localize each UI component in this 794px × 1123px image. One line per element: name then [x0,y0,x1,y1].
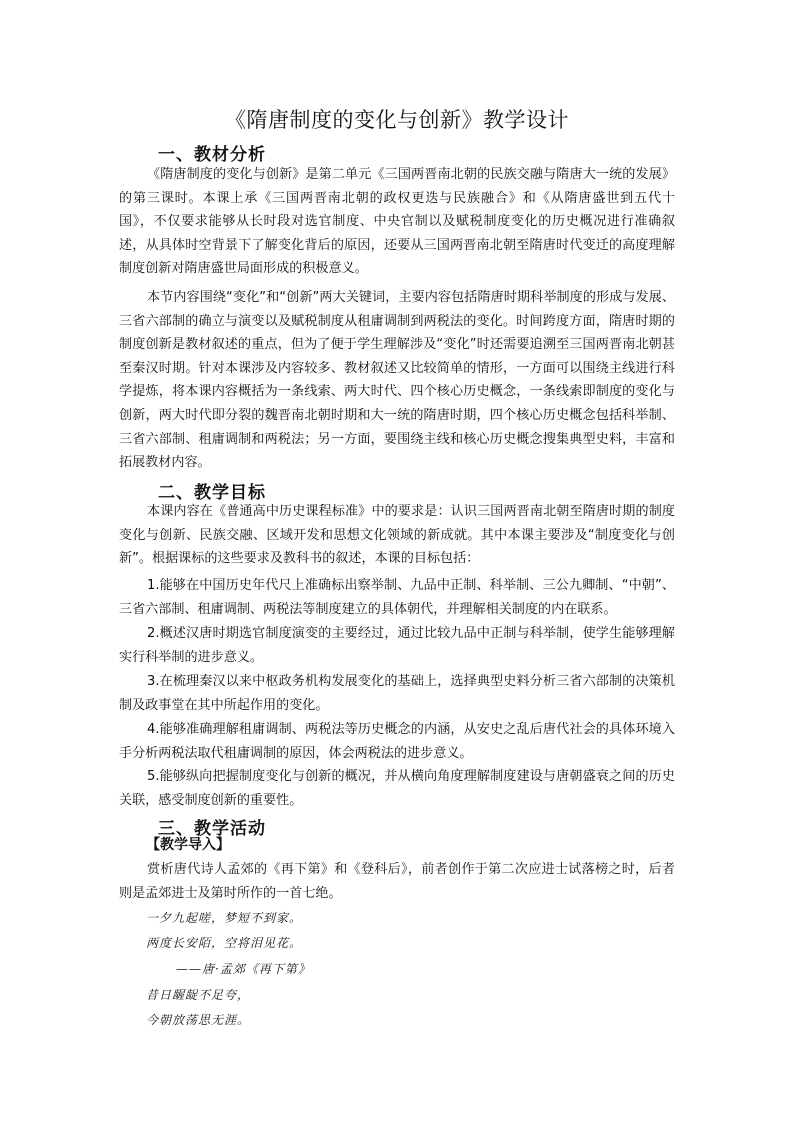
section-heading-activities: 三、教学活动 [158,819,266,839]
goal-item: 3.在梳理秦汉以来中枢政务机构发展变化的基础上，选择典型史料分析三省六部制的决策机制及政事堂在其中所起作用的变化。 [119,674,675,713]
goal-item: 2.概述汉唐时期选官制度演变的主要经过，通过比较九品中正制与科举制，使学生能够理解实行科举制的进步意义。 [119,626,675,665]
section-heading-goals: 二、教学目标 [158,483,266,503]
poem-line: 两度长安陌，空将泪见花。 [146,936,303,950]
paragraph: 赏析唐代诗人孟郊的《再下第》和《登科后》，前者创作于第二次应进士试落榜之时，后者则是孟郊进士及第时所作的一首七绝。 [119,862,675,901]
paragraph: 《隋唐制度的变化与创新》是第二单元《三国两晋南北朝的民族交融与隋唐大一统的发展》的第三课时。本课上承《三国两晋南北朝的政权更迭与民族融合》和《从隋唐盛世到五代十国》，不仅要求能够从长时段对选官制度、中央官制以及赋税制度变化的历史概况进行准确叙述，从具体时空背景下了解变化背后的原因，还要从三国两晋南北朝至隋唐时代变迁的高度理解制度创新对隋唐盛世局面形成的积极意义。 [119,167,675,277]
poem-attribution: ——唐·孟郊《再下第》 [176,962,311,976]
page-title: 《隋唐制度的变化与创新》教学设计 [225,108,569,132]
poem-line: 一夕九起嗟，梦短不到家。 [146,911,303,925]
goal-item: 4.能够准确理解租庸调制、两税法等历史概念的内涵，从安史之乱后唐代社会的具体环境入手分析两税法取代租庸调制的原因，体会两税法的进步意义。 [119,722,675,761]
section-heading-analysis: 一、教材分析 [158,145,266,165]
paragraph: 本课内容在《普通高中历史课程标准》中的要求是：认识三国两晋南北朝至隋唐时期的制度变化与创新、民族交融、区域开发和思想文化领域的新成就。其中本课主要涉及“制度变化与创新”。根据课标的这些要求及教科书的叙述，本课的目标包括： [119,504,675,567]
goal-item: 5.能够纵向把握制度变化与创新的概况，并从横向角度理解制度建设与唐朝盛衰之间的历史关联，感受制度创新的重要性。 [119,769,675,808]
poem-line: 今朝放荡思无涯。 [146,1013,251,1027]
subheading-introduction: 【教学导入】 [146,837,230,853]
goal-item: 1.能够在中国历史年代尺上准确标出察举制、九品中正制、科举制、三公九卿制、“中朝”、三省六部制、租庸调制、两税法等制度建立的具体朝代，并理解相关制度的内在联系。 [119,578,675,617]
paragraph: 本节内容围绕“变化”和“创新”两大关键词，主要内容包括隋唐时期科举制度的形成与发展、三省六部制的确立与演变以及赋税制度从租庸调制到两税法的变化。时间跨度方面，隋唐时期的制度创新是教材叙述的重点，但为了便于学生理解涉及“变化”时还需要追溯至三国两晋南北朝甚至秦汉时期。针对本课涉及内容较多、教材叙述又比较简单的情形，一方面可以围绕主线进行科学提炼，将本课内容概括为一条线索、两大时代、四个核心历史概念，一条线索即制度的变化与创新，两大时代即分裂的魏晋南北朝时期和大一统的隋唐时期，四个核心历史概念包括科举制、三省六部制、租庸调制和两税法；另一方面，要围绕主线和核心历史概念搜集典型史料，丰富和拓展教材内容。 [119,290,675,471]
poem-line: 昔日龌龊不足夸， [146,988,251,1002]
